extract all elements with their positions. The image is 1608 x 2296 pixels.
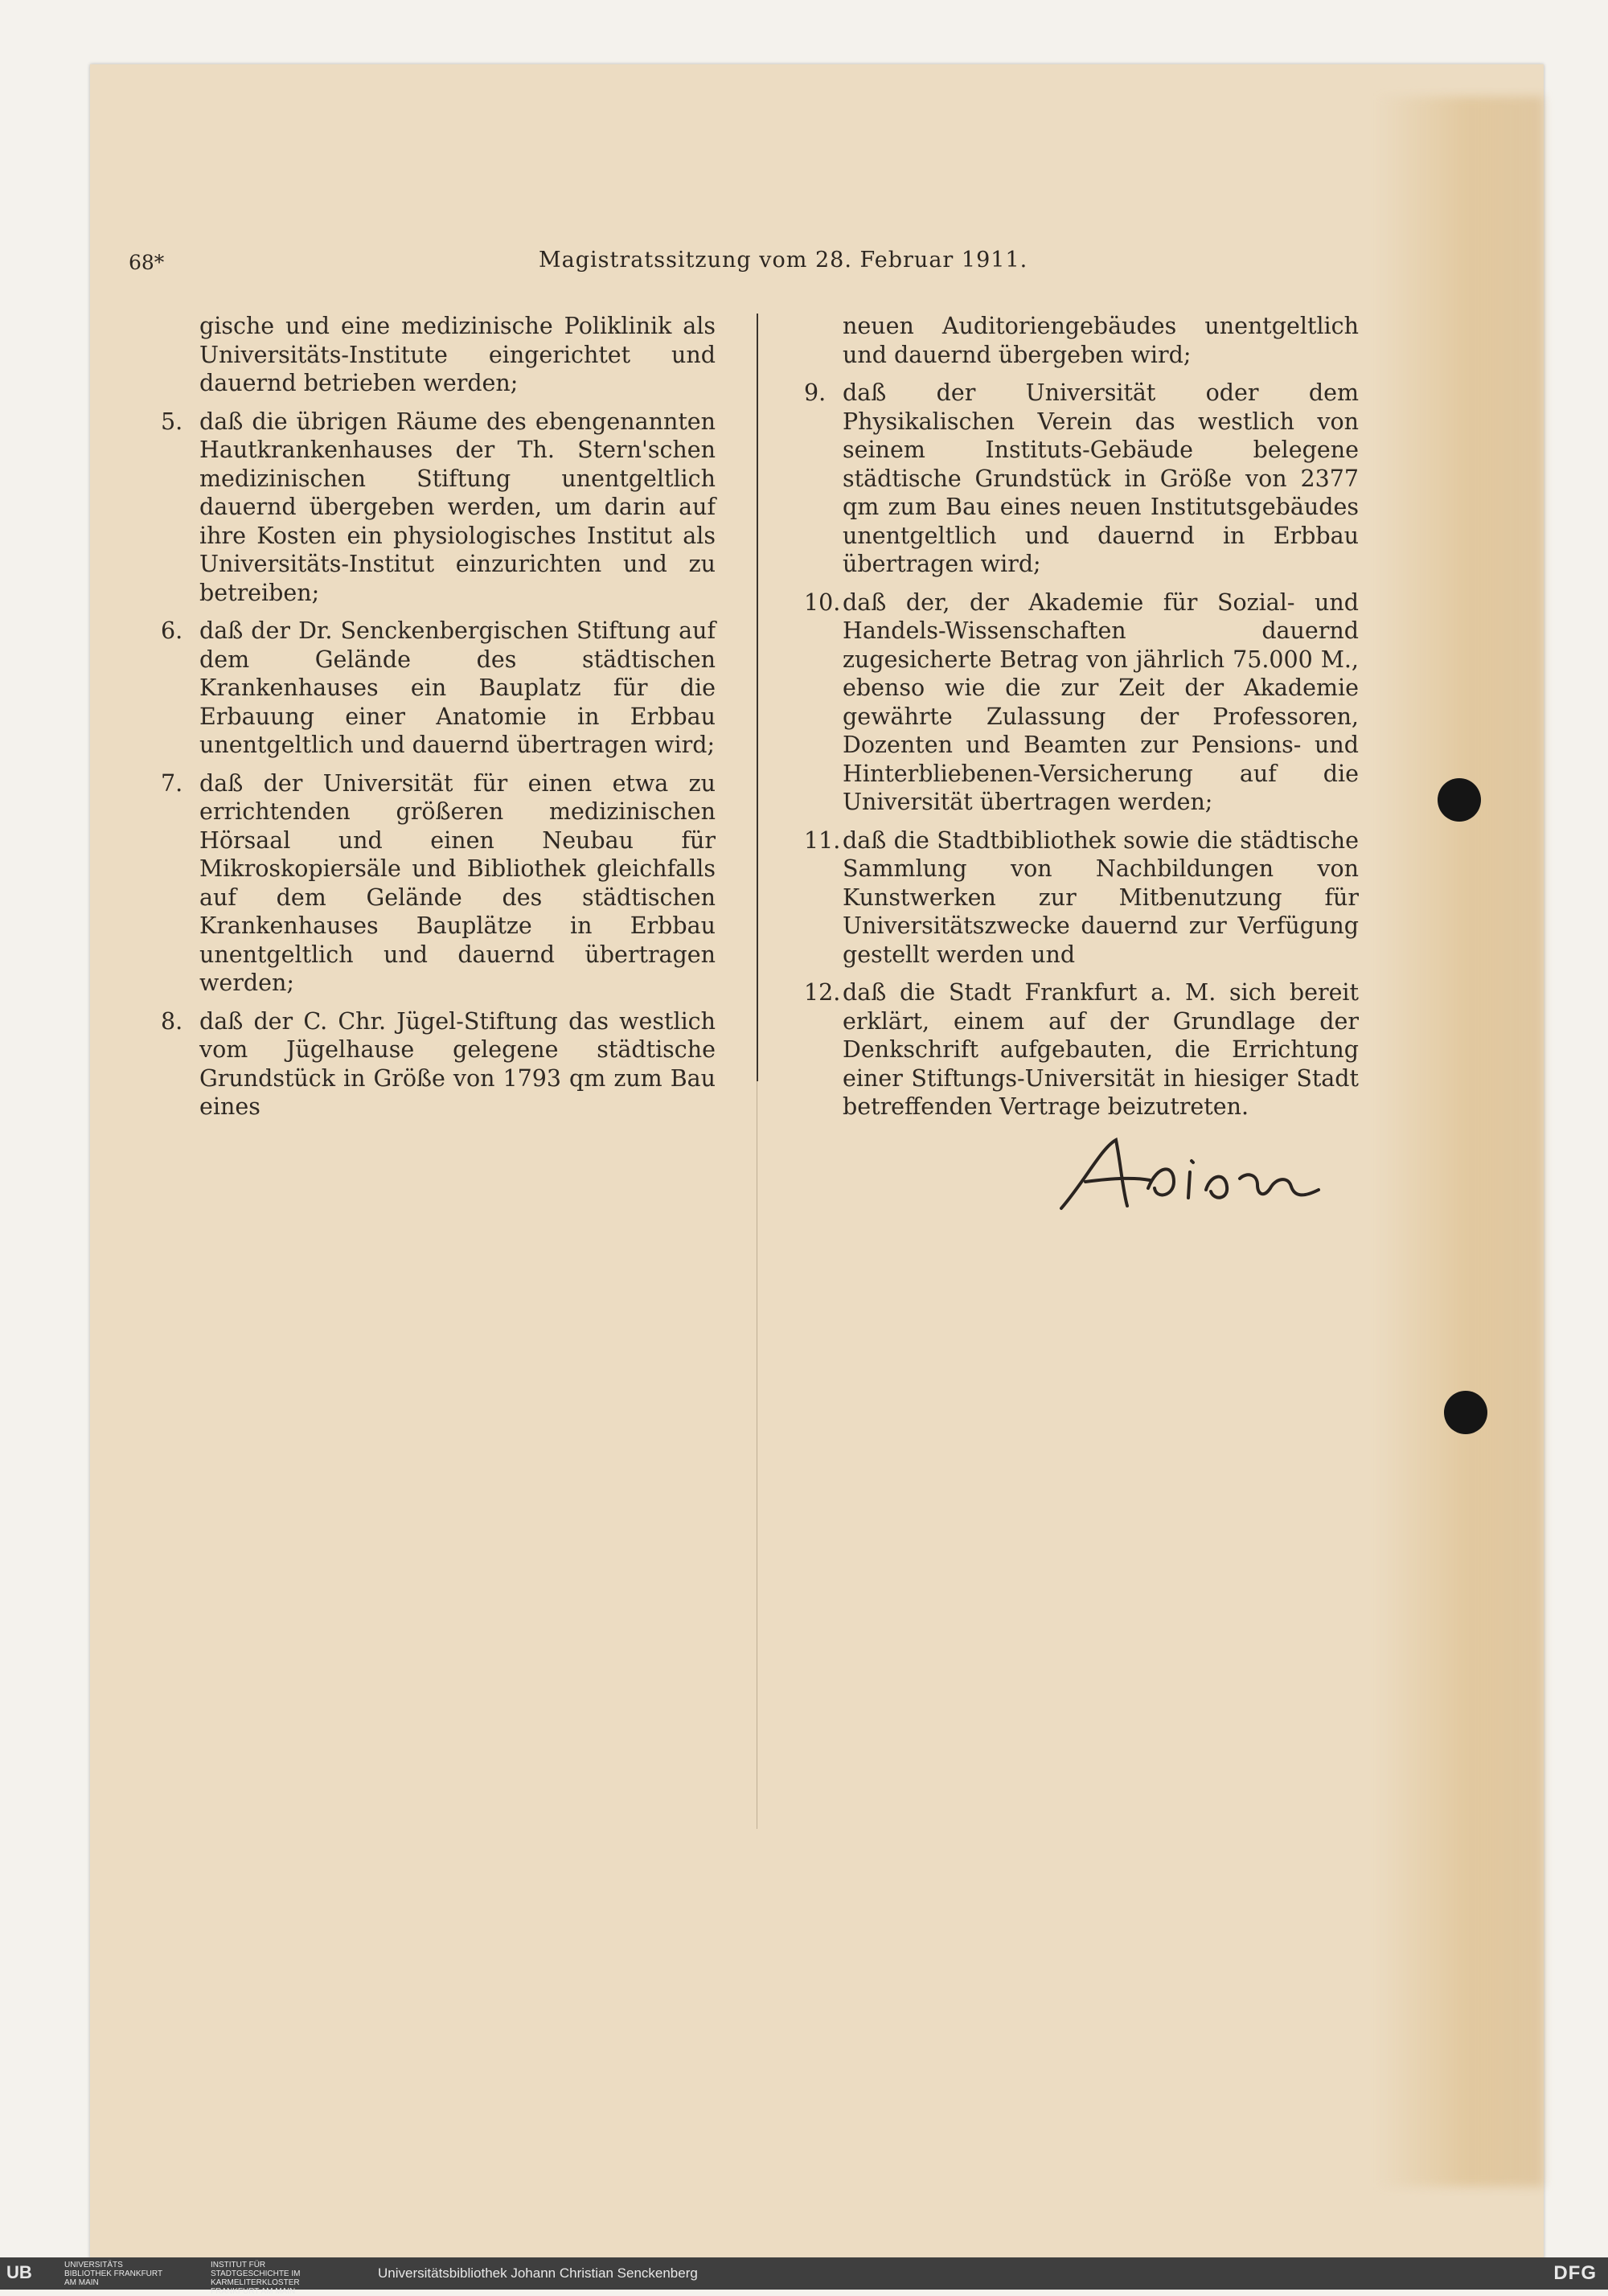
list-item (161, 1007, 716, 1121)
handwritten-signature (1053, 1132, 1359, 1220)
library-name: Universitätsbibliothek Johann Christian Senckenberg (378, 2265, 698, 2281)
left-column (161, 312, 716, 1131)
list-item (804, 379, 1359, 579)
item-number: 11. (804, 826, 841, 854)
punch-hole-bottom (1444, 1391, 1487, 1434)
list-item (804, 978, 1359, 1121)
list-item (804, 588, 1359, 817)
left-column-lead: gische und eine medizinische Poliklinik als Universitäts-Institute eingerichtet und dauernd betrieben werden; (199, 313, 716, 396)
item-number: 8. (161, 1007, 183, 1035)
list-item (804, 826, 1359, 970)
item-number: 7. (161, 769, 183, 797)
item-text: daß die Stadtbibliothek sowie die städtische Sammlung von Nachbildungen von Kunstwerken zur Mitbenutzung für Universitätszwecke dauernd zur Verfügung gestellt werden und (843, 826, 1359, 968)
ub-logo: UB (6, 2262, 32, 2282)
item-number: 10. (804, 588, 841, 616)
right-column-lead: neuen Auditoriengebäudes unentgeltlich und dauernd übergeben wird; (843, 313, 1359, 368)
running-header: Magistratssitzung vom 28. Februar 1911. (539, 248, 1028, 273)
list-item (161, 617, 716, 760)
list-item (161, 769, 716, 998)
water-stain (1375, 96, 1544, 2187)
item-text: daß der Universität oder dem Physikalischen Verein das westlich von seinem Instituts-Gebäude belegene städtische Grundstück in Größe von 2377 qm zum Bau eines neuen Institutsgebäudes unentgeltlich und dauernd in Erbbau übertragen wird; (843, 379, 1359, 577)
page-number: 68* (129, 251, 165, 274)
punch-hole-top (1438, 778, 1481, 822)
column-divider (757, 314, 758, 1081)
item-text: daß die Stadt Frankfurt a. M. sich bereit erklärt, einem auf der Grundlage der Denkschrift aufgebauten, die Errichtung einer Stiftungs-Universität in hiesiger Stadt betreffenden Vertrage beizutreten. (843, 979, 1359, 1120)
dfg-logo: DFG (1553, 2262, 1597, 2284)
institute-name: INSTITUT FÜR STADTGESCHICHTE IM KARMELITERKLOSTER FRANKFURT AM MAIN (211, 2261, 301, 2296)
footer-bar (0, 2257, 1608, 2296)
list-item (161, 408, 716, 608)
ub-name: UNIVERSITÄTS BIBLIOTHEK FRANKFURT AM MAIN (64, 2261, 162, 2287)
item-text: daß die übrigen Räume des ebengenannten Hautkrankenhauses der Th. Stern'schen medizinischen Stiftung unentgeltlich dauernd übergeben werden, um darin auf ihre Kosten ein physiologisches Institut als Universitäts-Institut einzurichten und zu betreiben; (199, 408, 716, 606)
item-number: 12. (804, 979, 841, 1006)
item-number: 5. (161, 408, 183, 435)
item-text: daß der Universität für einen etwa zu errichtenden größeren medizinischen Hörsaal und einen Neubau für Mikroskopiersäle und Bibliothek gleichfalls auf dem Gelände des städtischen Krankenhauses Bauplätze in Erbbau unentgeltlich und dauernd übertragen werden; (199, 769, 716, 996)
item-number: 9. (804, 379, 827, 406)
item-text: daß der, der Akademie für Sozial- und Handels-Wissenschaften dauernd zugesicherte Betrag von jährlich 75.000 M., ebenso wie die zur Zeit der Akademie gewährte Zulassung der Professoren, Dozenten und Beamten zur Pensions- und Hinterbliebenen-Versicherung auf die Universität übertragen werden; (843, 588, 1359, 815)
item-text: daß der C. Chr. Jügel-Stiftung das westlich vom Jügelhause gelegene städtische Grundstück in Größe von 1793 qm zum Bau eines (199, 1007, 716, 1120)
item-number: 6. (161, 617, 183, 644)
right-column (804, 312, 1359, 1131)
item-text: daß der Dr. Senckenbergischen Stiftung auf dem Gelände des städtischen Krankenhauses ein Bauplatz für die Erbauung einer Anatomie in Erbbau unentgeltlich und dauernd übertragen wird; (199, 617, 716, 758)
